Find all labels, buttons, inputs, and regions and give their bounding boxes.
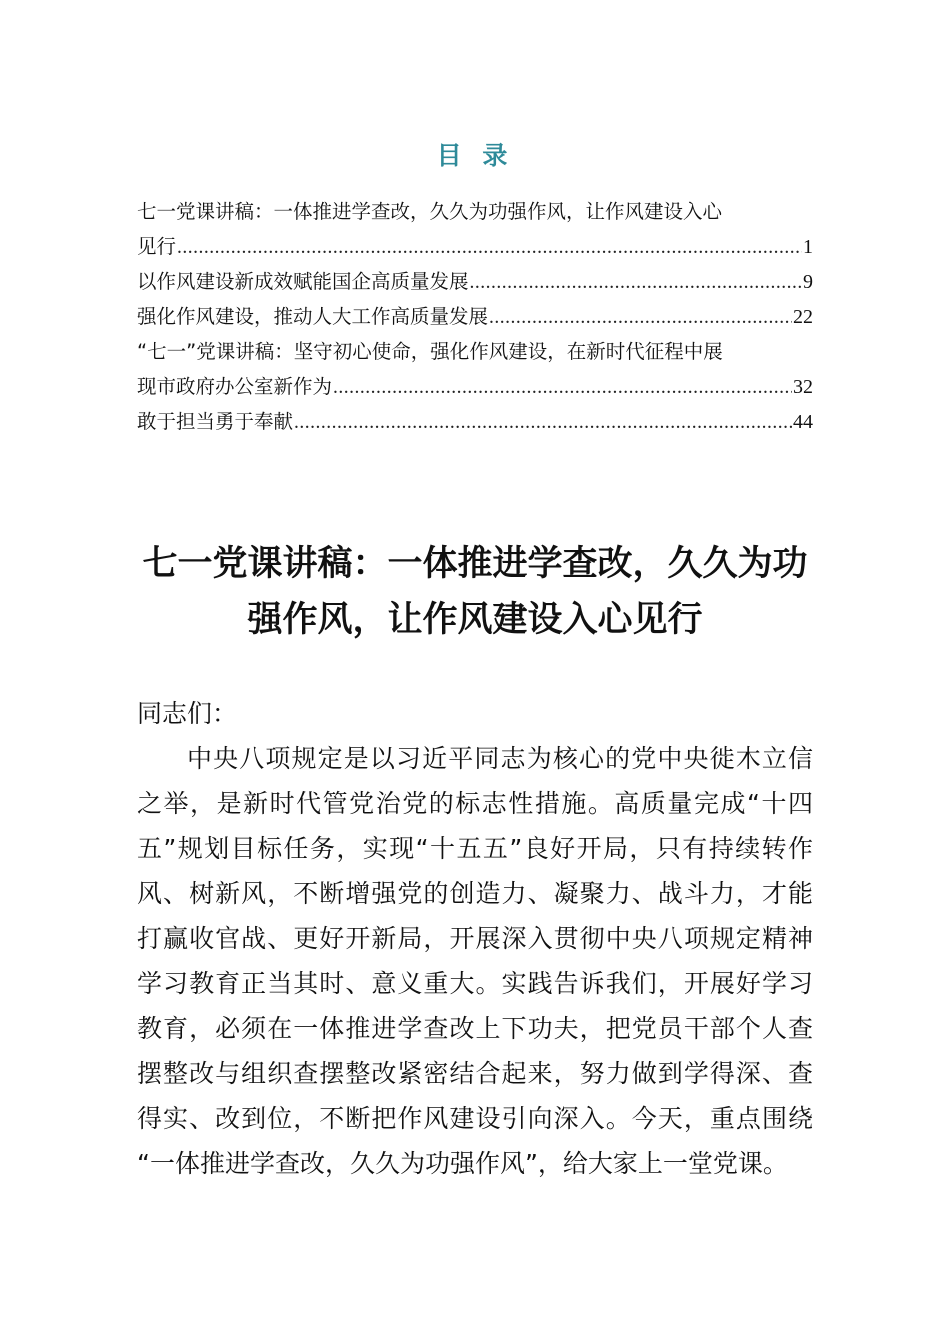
- article-title-line: 七一党课讲稿：一体推进学查改，久久为功: [142, 544, 808, 584]
- toc-entry-line: [137, 264, 813, 299]
- paragraph-line: 摆整改与组织查摆整改紧密结合起来，努力做到学得深、查: [137, 1059, 813, 1088]
- paragraph-line: 教育，必须在一体推进学查改上下功夫，把党员干部个人查: [137, 1014, 813, 1043]
- paragraph-line: 风、树新风，不断增强党的创造力、凝聚力、战斗力，才能: [137, 879, 813, 908]
- paragraph-line: “一体推进学查改，久久为功强作风”，给大家上一堂党课。: [137, 1149, 788, 1178]
- paragraph-line: 得实、改到位，不断把作风建设引向深入。今天，重点围绕: [137, 1104, 813, 1133]
- body-paragraph: [137, 736, 813, 1186]
- toc-page-number: 22: [793, 306, 813, 328]
- article-title-line: 强作风，让作风建设入心见行: [247, 600, 703, 640]
- toc-entry[interactable]: [137, 404, 813, 439]
- toc-entry-title: 敢于担当勇于奉献: [137, 410, 294, 433]
- toc-entry-title: 强化作风建设，推动人大工作高质量发展: [137, 305, 489, 328]
- toc-leader-dots: [489, 300, 792, 335]
- toc-entry-line: [137, 299, 813, 334]
- toc-heading: 目 录: [436, 141, 514, 170]
- paragraph-line: 中央八项规定是以习近平同志为核心的党中央徙木立信: [187, 744, 813, 773]
- toc-entry-title-cont: 现市政府办公室新作为: [137, 375, 333, 398]
- toc-entry-line: [137, 404, 813, 439]
- table-of-contents: [137, 194, 813, 439]
- toc-entry[interactable]: [137, 334, 813, 404]
- toc-entry[interactable]: [137, 264, 813, 299]
- toc-entry-line: [137, 194, 813, 229]
- toc-entry[interactable]: [137, 194, 813, 264]
- salutation: 同志们：: [137, 699, 238, 728]
- toc-entry-title: 七一党课讲稿：一体推进学查改，久久为功强作风，让作风建设入心: [137, 200, 723, 223]
- paragraph-line: 五”规划目标任务，实现“十五五”良好开局，只有持续转作: [137, 834, 813, 863]
- toc-leader-dots: [470, 265, 802, 300]
- article-title: [118, 536, 832, 648]
- paragraph-line: 之举，是新时代管党治党的标志性措施。高质量完成“十四: [137, 789, 813, 818]
- toc-entry-line: [137, 369, 813, 404]
- toc-leader-dots: [333, 370, 792, 405]
- toc-page-number: 1: [803, 236, 813, 258]
- toc-page-number: 9: [803, 271, 813, 293]
- toc-page-number: 44: [793, 411, 813, 433]
- toc-page-number: 32: [793, 376, 813, 398]
- toc-entry-title: “七一”党课讲稿：坚守初心使命，强化作风建设，在新时代征程中展: [137, 340, 723, 363]
- toc-entry-line: [137, 229, 813, 264]
- toc-entry-line: [137, 334, 813, 369]
- paragraph-line: 打赢收官战、更好开新局，开展深入贯彻中央八项规定精神: [137, 924, 813, 953]
- toc-entry[interactable]: [137, 299, 813, 334]
- toc-entry-title: 以作风建设新成效赋能国企高质量发展: [137, 270, 469, 293]
- toc-leader-dots: [177, 230, 802, 265]
- toc-entry-title-cont: 见行: [137, 235, 177, 258]
- paragraph-line: 学习教育正当其时、意义重大。实践告诉我们，开展好学习: [137, 969, 813, 998]
- toc-leader-dots: [294, 405, 792, 440]
